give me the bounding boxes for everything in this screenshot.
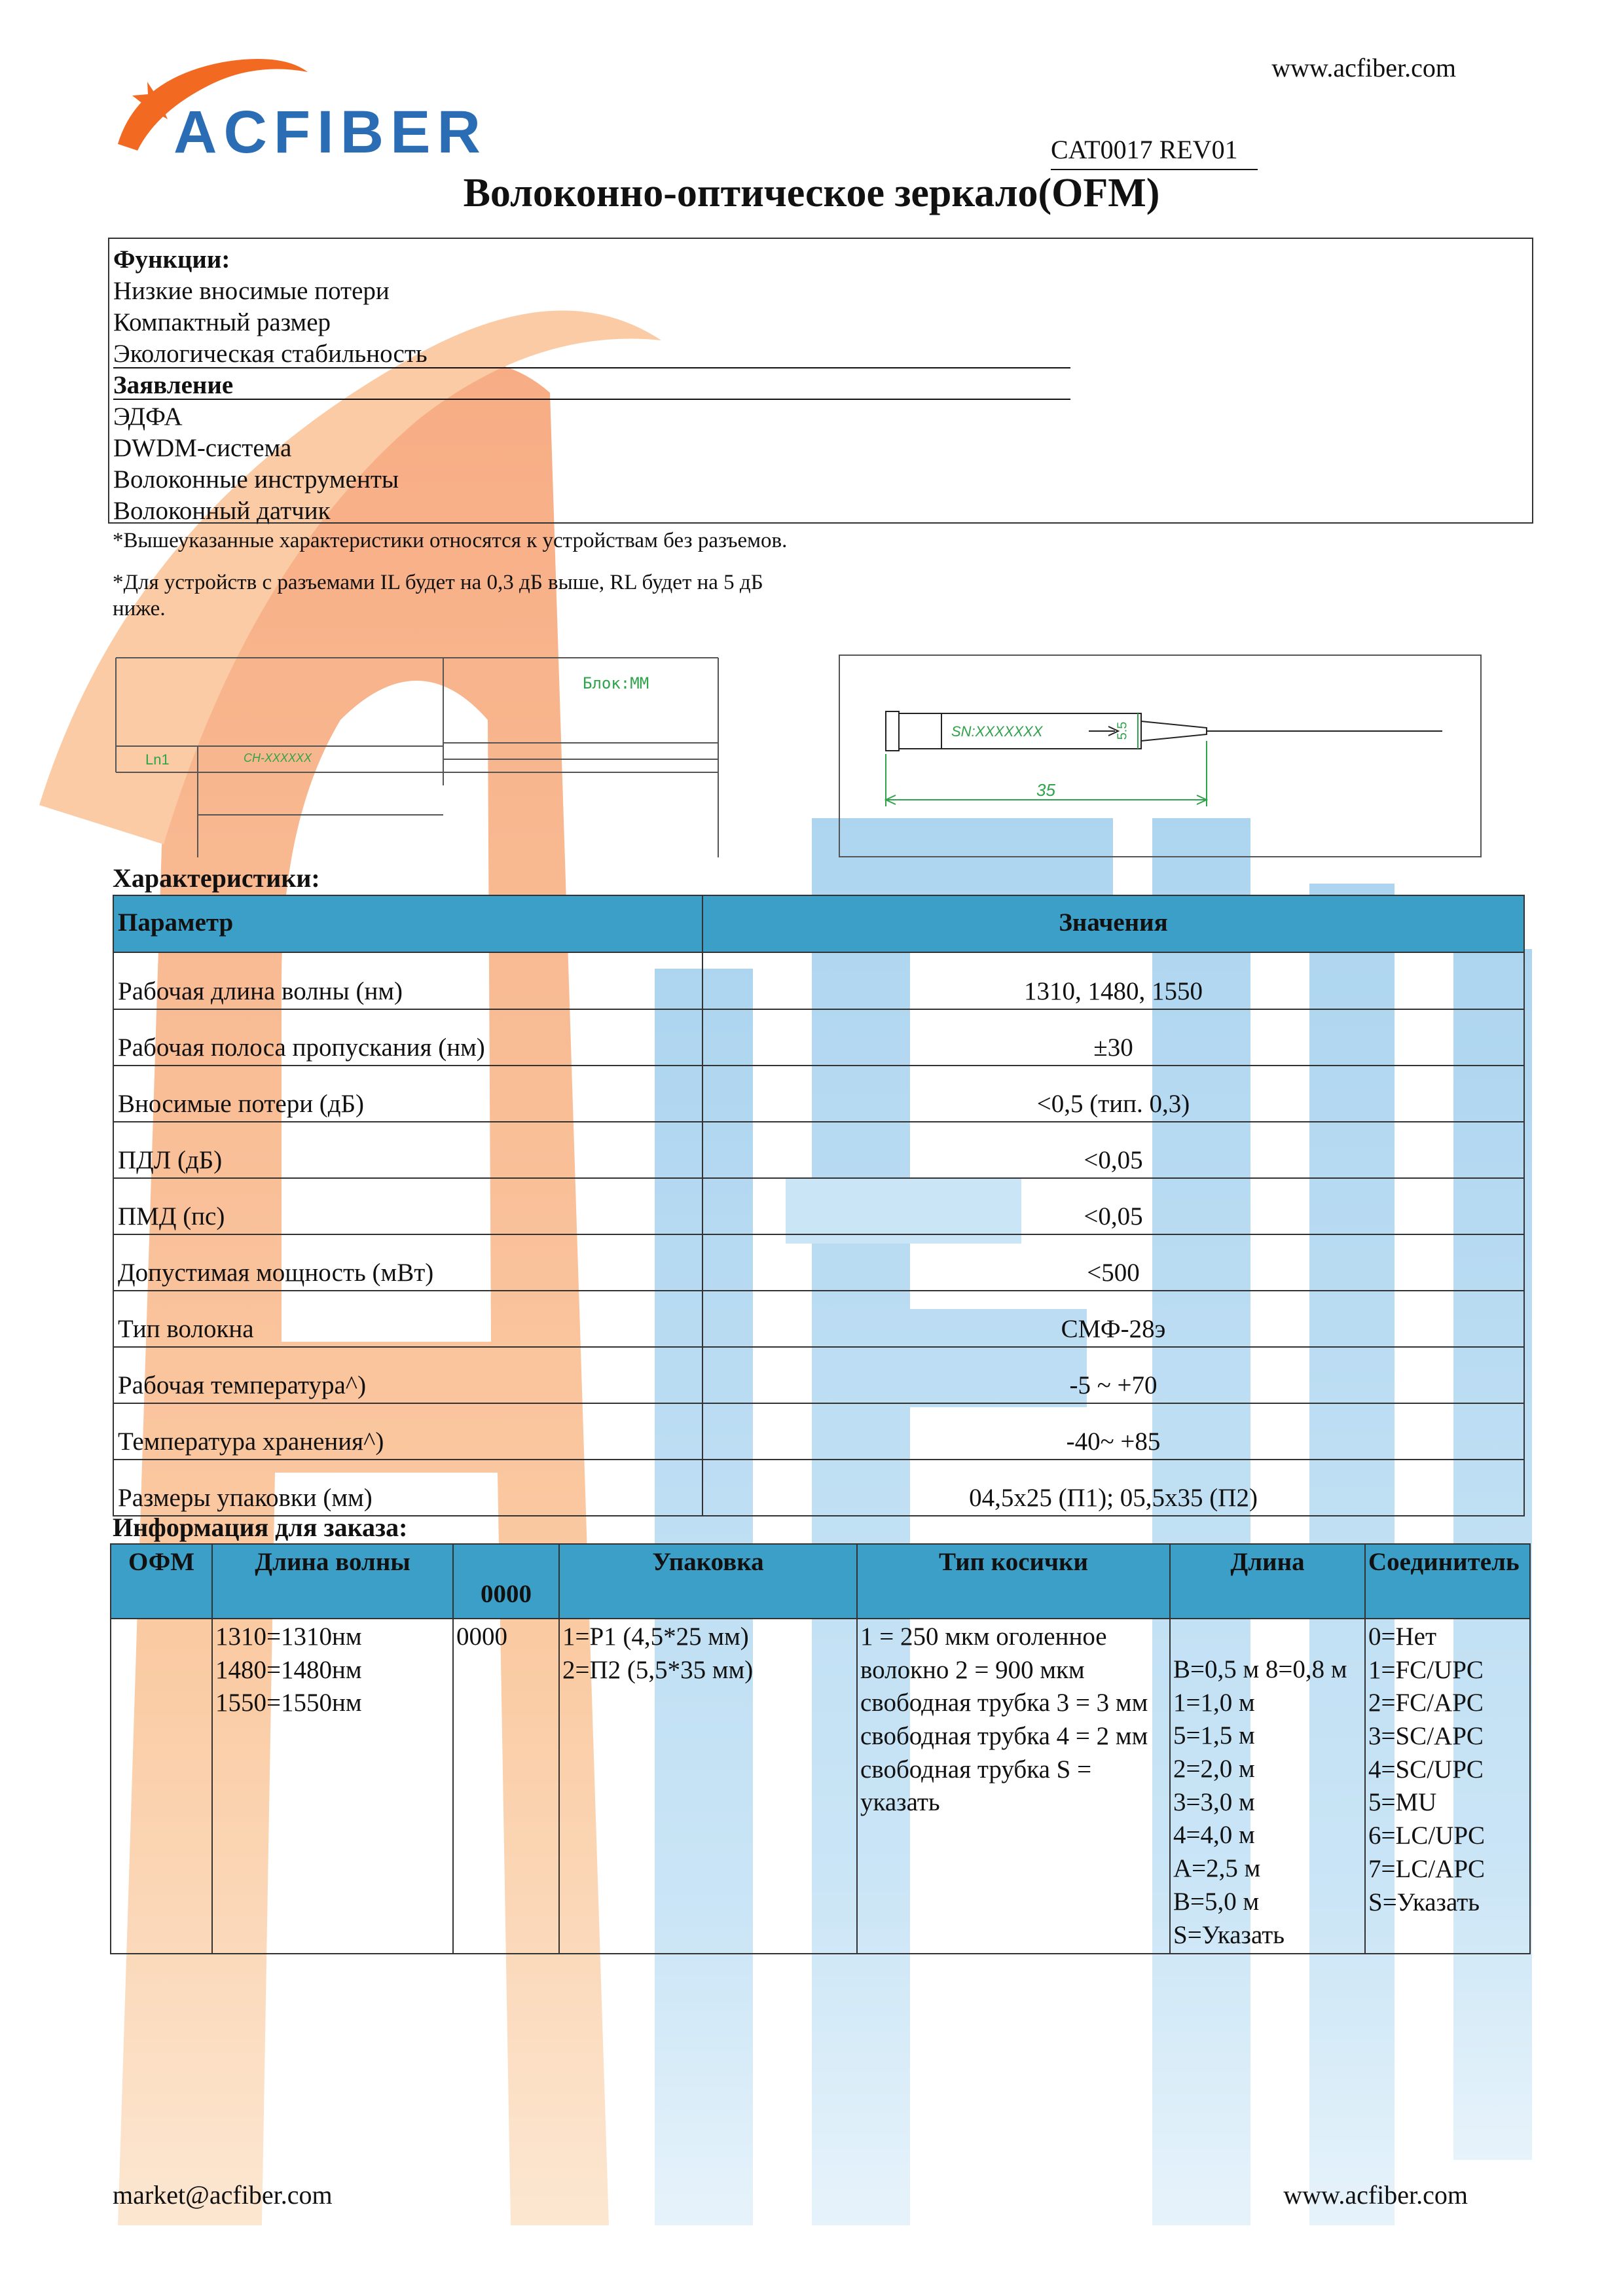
features-box <box>108 238 1533 524</box>
table-row <box>113 1291 1524 1347</box>
table-row <box>111 1619 1530 1954</box>
pigtail-line: волокно 2 = 900 мкм <box>860 1655 1085 1684</box>
pigtail-line: указать <box>860 1788 940 1817</box>
table-row <box>113 1122 1524 1178</box>
length-option: A=2,5 м <box>1173 1854 1261 1883</box>
length-option: 2=2,0 м <box>1173 1755 1255 1784</box>
order-heading: Информация для заказа: <box>113 1513 408 1542</box>
diameter-dimension: 5.5 <box>1115 721 1130 740</box>
length-option: B=5,0 м <box>1173 1887 1260 1916</box>
footer-email[interactable]: market@acfiber.com <box>113 2180 333 2210</box>
param-cell: Тип волокна <box>113 1291 702 1347</box>
table-row <box>113 1009 1524 1066</box>
col-length-header: Длина <box>1170 1544 1365 1619</box>
connector-option: S=Указать <box>1368 1888 1480 1916</box>
connector-option: 5=MU <box>1368 1788 1437 1817</box>
application-item: Волоконный датчик <box>113 497 331 525</box>
note-text: *Для устройств с разъемами IL будет на 0,3 дБ выше, RL будет на 5 дБ <box>113 571 763 594</box>
table-row <box>113 952 1524 1009</box>
length-option: 3=3,0 м <box>1173 1787 1255 1816</box>
col-wavelength-header: Длина волны <box>212 1544 453 1619</box>
value-cell: 04,5x25 (П1); 05,5x35 (П2) <box>702 1460 1524 1516</box>
wavelength-option: 1550=1550нм <box>215 1689 362 1717</box>
length-dimension: 35 <box>1036 780 1055 800</box>
value-cell: СМФ-28э <box>702 1291 1524 1347</box>
pigtail-line: свободная трубка S = <box>860 1755 1092 1784</box>
param-cell: Температура хранения^) <box>113 1403 702 1460</box>
note-text: *Вышеуказанные характеристики относятся к устройствам без разъемов. <box>113 529 788 552</box>
col-ofm-header: ОФМ <box>111 1544 212 1619</box>
feature-item: Низкие вносимые потери <box>113 277 390 305</box>
param-cell: ПДЛ (дБ) <box>113 1122 702 1178</box>
table-row <box>113 1403 1524 1460</box>
col-value-header: Значения <box>702 895 1524 952</box>
value-cell: -40~ +85 <box>702 1403 1524 1460</box>
footer-url[interactable]: www.acfiber.com <box>1283 2180 1468 2210</box>
value-cell: 1310, 1480, 1550 <box>702 952 1524 1009</box>
value-cell: ±30 <box>702 1009 1524 1066</box>
value-cell: -5 ~ +70 <box>702 1347 1524 1403</box>
underline <box>113 399 1070 400</box>
application-item: ЭДФА <box>113 403 183 431</box>
col-pigtail-header: Тип косички <box>857 1544 1170 1619</box>
features-heading: Функции: <box>113 245 230 274</box>
pigtail-line: свободная трубка 4 = 2 мм <box>860 1722 1148 1751</box>
package-option: 2=П2 (5,5*35 мм) <box>562 1655 754 1684</box>
length-option: 4=4,0 м <box>1173 1821 1255 1850</box>
connector-option: 3=SC/APC <box>1368 1722 1484 1751</box>
connector-option: 0=Нет <box>1368 1623 1437 1651</box>
value-cell: <0,5 (тип. 0,3) <box>702 1066 1524 1122</box>
pigtail-line: 1 = 250 мкм оголенное <box>860 1623 1107 1651</box>
company-logo <box>111 46 487 170</box>
length-option: S=Указать <box>1173 1920 1285 1949</box>
param-cell: Рабочая температура^) <box>113 1347 702 1403</box>
connector-cell <box>1365 1619 1530 1954</box>
package-option: 1=P1 (4,5*25 мм) <box>562 1623 749 1651</box>
code-cell: 0000 <box>453 1619 559 1954</box>
wavelength-option: 1310=1310нм <box>215 1623 362 1651</box>
feature-item: Экологическая стабильность <box>113 340 428 368</box>
pigtail-line: свободная трубка 3 = 3 мм <box>860 1689 1148 1717</box>
application-item: Волоконные инструменты <box>113 465 399 493</box>
param-cell: Вносимые потери (дБ) <box>113 1066 702 1122</box>
table-header-row <box>111 1544 1530 1619</box>
catalog-number: CAT0017 REV01 <box>1051 134 1258 170</box>
param-cell: ПМД (пс) <box>113 1178 702 1234</box>
logo-text: ACFIBER <box>173 99 487 166</box>
application-item: DWDM-система <box>113 434 292 462</box>
param-cell: Рабочая длина волны (нм) <box>113 952 702 1009</box>
header-url: www.acfiber.com <box>1271 53 1456 82</box>
pigtail-cell <box>857 1619 1170 1954</box>
connector-option: 6=LC/UPC <box>1368 1821 1486 1850</box>
ch-label: CH-XXXXXX <box>244 751 312 764</box>
note-text: ниже. <box>113 597 166 620</box>
wavelength-cell <box>212 1619 453 1954</box>
table-header-row <box>113 895 1524 952</box>
page-title: Волоконно-оптическое зеркало(OFM) <box>463 171 1160 215</box>
param-cell: Размеры упаковки (мм) <box>113 1460 702 1516</box>
value-cell: <500 <box>702 1234 1524 1291</box>
value-cell: <0,05 <box>702 1178 1524 1234</box>
connector-option: 4=SC/UPC <box>1368 1755 1484 1784</box>
device-drawing <box>839 655 1482 857</box>
connector-option: 7=LC/APC <box>1368 1854 1486 1883</box>
connector-option: 2=FC/APC <box>1368 1689 1484 1717</box>
spec-heading: Характеристики: <box>113 863 320 893</box>
col-code-header: 0000 <box>453 1544 559 1619</box>
label-drawing <box>113 655 721 857</box>
underline <box>113 367 1070 368</box>
block-label: Блок:MM <box>583 674 649 692</box>
length-option: B=0,5 м 8=0,8 м <box>1173 1655 1347 1683</box>
table-row <box>113 1066 1524 1122</box>
col-param-header: Параметр <box>113 895 702 952</box>
col-package-header: Упаковка <box>559 1544 857 1619</box>
length-option: 1=1,0 м <box>1173 1688 1255 1717</box>
application-heading: Заявление <box>113 371 234 399</box>
ofm-cell <box>111 1619 212 1954</box>
sn-label: SN:XXXXXXX <box>951 723 1043 740</box>
param-cell: Рабочая полоса пропускания (нм) <box>113 1009 702 1066</box>
length-option: 5=1,5 м <box>1173 1721 1255 1750</box>
length-cell <box>1170 1619 1365 1954</box>
table-row <box>113 1178 1524 1234</box>
order-table <box>110 1543 1531 1954</box>
table-row <box>113 1347 1524 1403</box>
feature-item: Компактный размер <box>113 308 331 336</box>
col-connector-header: Соединитель <box>1365 1544 1530 1619</box>
connector-option: 1=FC/UPC <box>1368 1655 1484 1684</box>
param-cell: Допустимая мощность (мВт) <box>113 1234 702 1291</box>
package-cell <box>559 1619 857 1954</box>
table-row <box>113 1460 1524 1516</box>
table-row <box>113 1234 1524 1291</box>
spec-table <box>113 895 1525 1516</box>
value-cell: <0,05 <box>702 1122 1524 1178</box>
device-dimension-icon <box>840 656 1480 856</box>
wavelength-option: 1480=1480нм <box>215 1655 362 1684</box>
ln-label: Ln1 <box>145 751 170 768</box>
